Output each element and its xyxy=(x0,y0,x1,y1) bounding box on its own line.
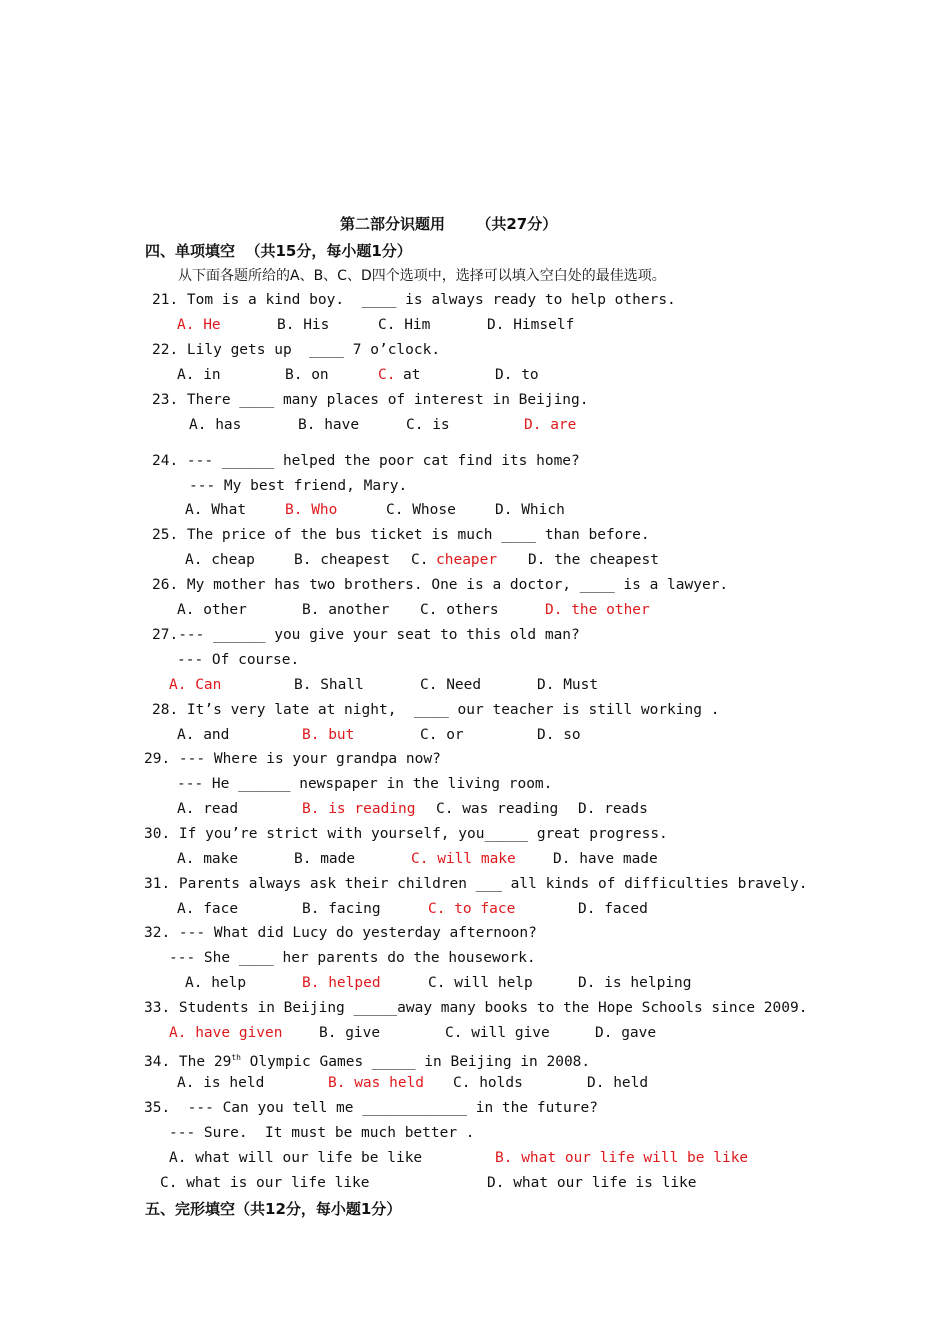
section-5-heading: 五、完形填空（共12分，每小题1分） xyxy=(145,1200,402,1218)
q21-stem: 21. Tom is a kind boy. ____ is always ready to help others. xyxy=(152,292,676,308)
q28-option-b: B. but xyxy=(302,727,355,743)
q22-option-d: D. to xyxy=(495,367,539,383)
q35-stem: 35. --- Can you tell me ____________ in the future? xyxy=(144,1100,598,1116)
q33-option-c: C. will give xyxy=(445,1025,550,1041)
q30-option-d: D. have made xyxy=(553,851,658,867)
q26-option-a: A. other xyxy=(177,602,247,618)
q25-stem: 25. The price of the bus ticket is much ____ than before. xyxy=(152,527,650,543)
q24-stem: 24. --- ______ helped the poor cat find its home? xyxy=(152,453,580,469)
q27-option-b: B. Shall xyxy=(294,677,364,693)
q23-option-d: D. are xyxy=(524,417,577,433)
q25-option-d: D. the cheapest xyxy=(528,552,659,568)
q26-stem: 26. My mother has two brothers. One is a doctor, ____ is a lawyer. xyxy=(152,577,729,593)
q29-stem: 29. --- Where is your grandpa now? xyxy=(144,751,441,767)
q28-option-a: A. and xyxy=(177,727,230,743)
q31-option-d: D. faced xyxy=(578,901,648,917)
q23-option-a: A. has xyxy=(189,417,242,433)
q23-option-c: C. is xyxy=(406,417,450,433)
q28-option-c: C. or xyxy=(420,727,464,743)
q32-option-b: B. helped xyxy=(302,975,381,991)
section-4-heading: 四、单项填空 （共15分，每小题1分） xyxy=(145,242,412,260)
q32-option-c: C. will help xyxy=(428,975,533,991)
q27-option-d: D. Must xyxy=(537,677,599,693)
q22-option-b: B. on xyxy=(285,367,329,383)
q29-option-d: D. reads xyxy=(578,801,648,817)
q22-stem: 22. Lily gets up ____ 7 o’clock. xyxy=(152,342,441,358)
q26-option-b: B. another xyxy=(302,602,390,618)
q29-option-a: A. read xyxy=(177,801,239,817)
q30-option-b: B. made xyxy=(294,851,356,867)
q21-option-a: A. He xyxy=(177,317,221,333)
q30-stem: 30. If you’re strict with yourself, you_____ great progress. xyxy=(144,826,668,842)
q28-option-d: D. so xyxy=(537,727,581,743)
q32-option-d: D. is helping xyxy=(578,975,692,991)
q31-option-c: C. to face xyxy=(428,901,516,917)
q21-option-d: D. Himself xyxy=(487,317,575,333)
q35-option-a: A. what will our life be like xyxy=(169,1150,423,1166)
q28-stem: 28. It’s very late at night, ____ our teacher is still working . xyxy=(152,702,720,718)
q24-option-c: C. Whose xyxy=(386,502,456,518)
q34-option-c: C. holds xyxy=(453,1075,523,1091)
q25-option-b: B. cheapest xyxy=(294,552,391,568)
q25-option-a: A. cheap xyxy=(185,552,255,568)
q24-option-b: B. Who xyxy=(285,502,338,518)
q32-option-a: A. help xyxy=(185,975,247,991)
q24-option-d: D. Which xyxy=(495,502,565,518)
q22-option-c-letter: C. xyxy=(378,367,396,383)
q24-reply: --- My best friend, Mary. xyxy=(189,478,408,494)
section-4-instruction: 从下面各题所给的A、B、C、D四个选项中，选择可以填入空白处的最佳选项。 xyxy=(178,268,666,284)
q31-option-a: A. face xyxy=(177,901,239,917)
q23-stem: 23. There ____ many places of interest in Beijing. xyxy=(152,392,589,408)
q30-option-a: A. make xyxy=(177,851,239,867)
part-title: 第二部分识题用 （共27分） xyxy=(340,215,558,233)
q26-option-d: D. the other xyxy=(545,602,650,618)
q34-option-a: A. is held xyxy=(177,1075,265,1091)
q32-stem: 32. --- What did Lucy do yesterday afternoon? xyxy=(144,925,537,941)
q32-reply: --- She ____ her parents do the housework. xyxy=(169,950,536,966)
q34-stem: 34. The 29th Olympic Games _____ in Beijing in 2008. xyxy=(144,1053,591,1070)
q34-option-d: D. held xyxy=(587,1075,649,1091)
q27-option-a: A. Can xyxy=(169,677,222,693)
q24-option-a: A. What xyxy=(185,502,247,518)
q35-option-b: B. what our life will be like xyxy=(495,1150,749,1166)
q33-stem: 33. Students in Beijing _____away many books to the Hope Schools since 2009. xyxy=(144,1000,808,1016)
q29-option-b: B. is reading xyxy=(302,801,416,817)
q23-option-b: B. have xyxy=(298,417,360,433)
q35-option-c: C. what is our life like xyxy=(160,1175,370,1191)
q34-option-b: B. was held xyxy=(328,1075,425,1091)
q35-option-d: D. what our life is like xyxy=(487,1175,697,1191)
q21-option-c: C. Him xyxy=(378,317,431,333)
q30-option-c: C. will make xyxy=(411,851,516,867)
q27-reply: --- Of course. xyxy=(177,652,300,668)
q33-option-d: D. gave xyxy=(595,1025,657,1041)
q29-reply: --- He ______ newspaper in the living room. xyxy=(177,776,553,792)
q29-option-c: C. was reading xyxy=(436,801,559,817)
q22-option-c-text: at xyxy=(403,367,421,383)
q21-option-b: B. His xyxy=(277,317,330,333)
q25-option-c-letter: C. xyxy=(411,552,429,568)
q25-option-c-text: cheaper xyxy=(436,552,498,568)
q33-option-b: B. give xyxy=(319,1025,381,1041)
q31-stem: 31. Parents always ask their children ___ all kinds of difficulties bravely. xyxy=(144,876,808,892)
q26-option-c: C. others xyxy=(420,602,499,618)
q27-stem: 27.--- ______ you give your seat to this old man? xyxy=(152,627,580,643)
q22-option-a: A. in xyxy=(177,367,221,383)
q33-option-a: A. have given xyxy=(169,1025,283,1041)
q27-option-c: C. Need xyxy=(420,677,482,693)
q31-option-b: B. facing xyxy=(302,901,381,917)
q35-reply: --- Sure. It must be much better . xyxy=(169,1125,475,1141)
q34-superscript: th xyxy=(231,1053,241,1062)
